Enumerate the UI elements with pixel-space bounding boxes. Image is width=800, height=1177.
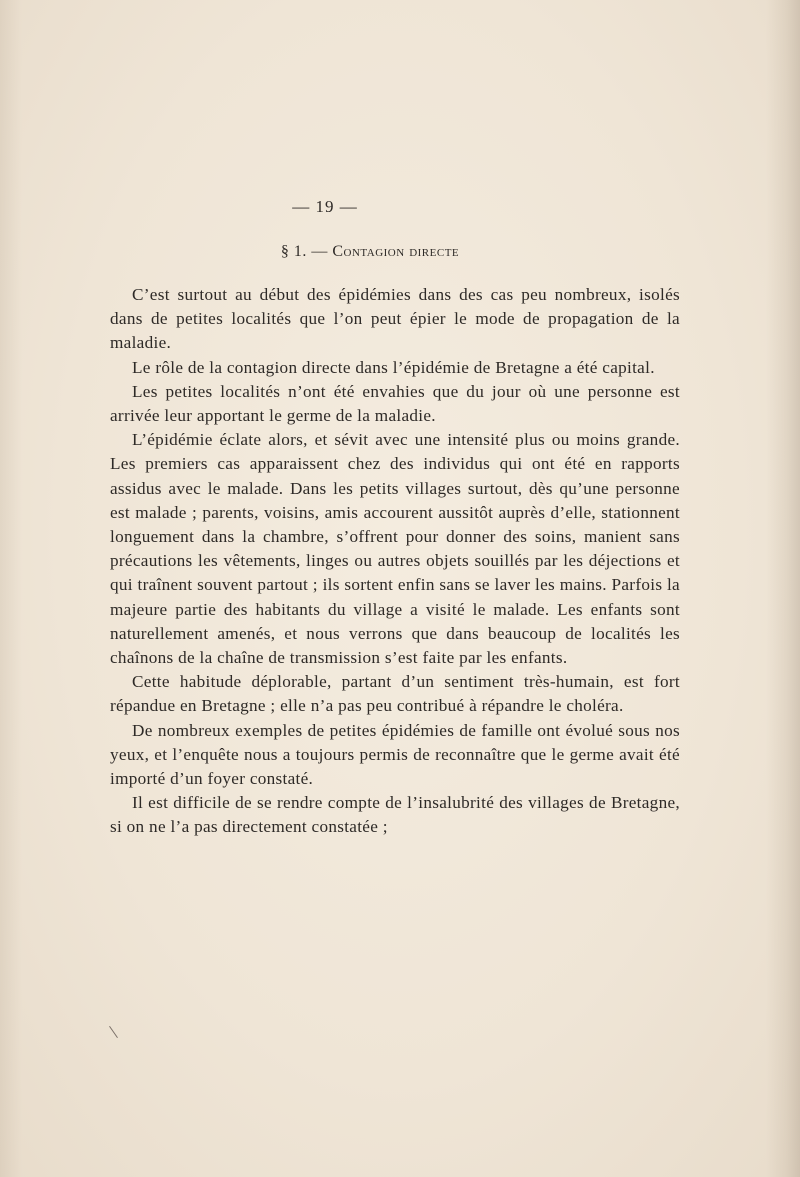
paragraph: Les petites localités n’ont été envahies que du jour où une personne est arrivée leur apportant le germe de la maladie.	[110, 381, 680, 426]
body-text	[110, 283, 680, 840]
page-right-shadow	[766, 0, 800, 1177]
paragraph: C’est surtout au début des épidémies dans des cas peu nombreux, isolés dans de petites localités que l’on peut épier le mode de propagation de la maladie.	[110, 285, 680, 353]
section-heading: § 1. — Contagion directe	[280, 243, 460, 260]
paragraph: De nombreux exemples de petites épidémies de famille ont évolué sous nos yeux, et l’enquête nous a toujours permis de reconnaître que le germe avait été importé d’un foyer constaté.	[110, 720, 680, 789]
paragraph: L’épidémie éclate alors, et sévit avec une intensité plus ou moins grande. Les premiers cas apparaissent chez des individus qui ont été en rapports assidus avec le malade. Dans les petits villages surtout, dès qu’une personne est malade ; parents, voisins, amis accourent aussitôt auprès d’elle, stationnent longuement dans la chambre, s’offrent pour donner des soins, manient sans précautions les vêtements, linges ou autres objets souillés par les déjections et qui traînent souvent partout ; ils sortent enfin sans se laver les mains. Parfois la majeure partie des habitants du village a visité le malade. Les enfants sont naturellement amenés, et nous verrons que dans beaucoup de localités les chaînons de la chaîne de transmission s’est faite par les enfants.	[110, 430, 680, 668]
paragraph: Le rôle de la contagion directe dans l’épidémie de Bretagne a été capital.	[132, 357, 655, 377]
page-number: — 19 —	[292, 197, 358, 216]
paragraph: Cette habitude déplorable, partant d’un sentiment très-humain, est fort répandue en Bretagne ; elle n’a pas peu contribué à répandre le choléra.	[110, 672, 680, 716]
paragraph: Il est difficile de se rendre compte de l’insalubrité des villages de Bretagne, si on ne l’a pas directement constatée ;	[110, 793, 680, 837]
page-left-shadow	[0, 0, 22, 1177]
stray-pencil-mark	[109, 1026, 118, 1038]
